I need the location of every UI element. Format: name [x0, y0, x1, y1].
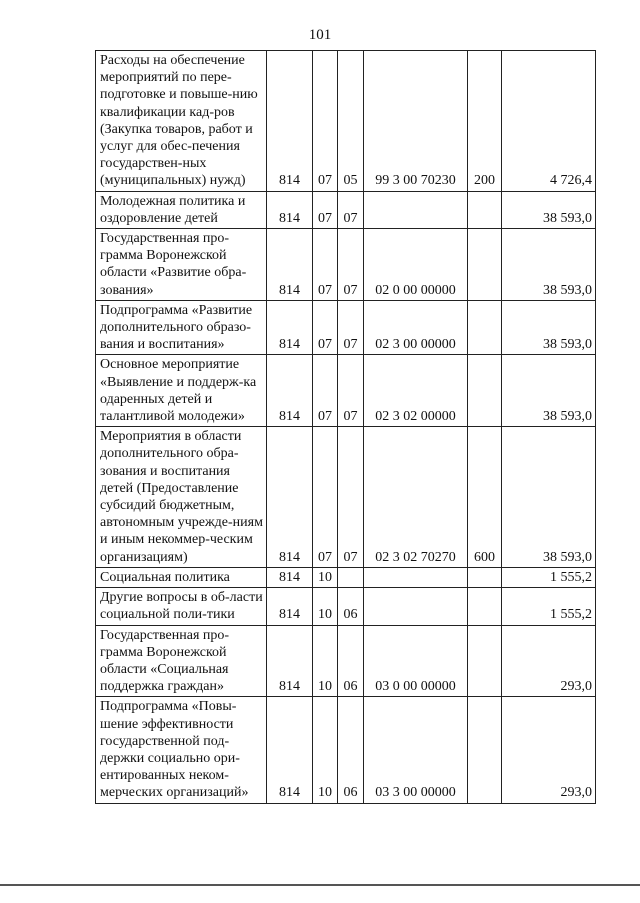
row-name: Государственная про-грамма Воронежской области «Развитие обра-зования» — [96, 229, 267, 301]
row-vr — [468, 567, 502, 587]
table-row — [96, 191, 596, 228]
row-sum: 38 593,0 — [502, 355, 596, 427]
table-row — [96, 51, 596, 192]
row-cs: 02 0 00 00000 — [364, 229, 468, 301]
row-sum: 38 593,0 — [502, 300, 596, 355]
row-cs: 02 3 00 00000 — [364, 300, 468, 355]
row-pr: 07 — [338, 355, 364, 427]
row-sum: 4 726,4 — [502, 51, 596, 192]
row-name: Подпрограмма «Повы-шение эффективности государственной под-держки социально ори-ентированных неком-мерческих организаций» — [96, 697, 267, 803]
table-row — [96, 588, 596, 625]
row-cs: 99 3 00 70230 — [364, 51, 468, 192]
row-rz: 07 — [313, 51, 338, 192]
row-rz: 07 — [313, 300, 338, 355]
row-rz: 10 — [313, 567, 338, 587]
table-row — [96, 229, 596, 301]
row-name: Подпрограмма «Развитие дополнительного образо-вания и воспитания» — [96, 300, 267, 355]
row-cs: 03 0 00 00000 — [364, 625, 468, 697]
row-name: Основное мероприятие «Выявление и поддерж-ка одаренных детей и талантливой молодежи» — [96, 355, 267, 427]
table-row — [96, 355, 596, 427]
row-gr: 814 — [267, 51, 313, 192]
row-gr: 814 — [267, 229, 313, 301]
row-vr — [468, 625, 502, 697]
table-row — [96, 697, 596, 803]
row-vr: 600 — [468, 427, 502, 568]
row-cs: 03 3 00 00000 — [364, 697, 468, 803]
row-pr: 06 — [338, 697, 364, 803]
row-cs — [364, 588, 468, 625]
row-rz: 07 — [313, 191, 338, 228]
row-pr: 06 — [338, 588, 364, 625]
row-name: Другие вопросы в об-ласти социальной поли-тики — [96, 588, 267, 625]
row-pr — [338, 567, 364, 587]
row-gr: 814 — [267, 191, 313, 228]
row-vr — [468, 191, 502, 228]
row-sum: 1 555,2 — [502, 567, 596, 587]
budget-table — [95, 50, 596, 804]
row-sum: 38 593,0 — [502, 427, 596, 568]
row-pr: 07 — [338, 300, 364, 355]
row-pr: 05 — [338, 51, 364, 192]
row-rz: 07 — [313, 355, 338, 427]
row-sum: 1 555,2 — [502, 588, 596, 625]
row-vr — [468, 588, 502, 625]
row-vr: 200 — [468, 51, 502, 192]
table-row — [96, 427, 596, 568]
row-pr: 07 — [338, 191, 364, 228]
row-sum: 293,0 — [502, 625, 596, 697]
row-pr: 07 — [338, 229, 364, 301]
row-pr: 07 — [338, 427, 364, 568]
row-gr: 814 — [267, 697, 313, 803]
row-cs: 02 3 02 70270 — [364, 427, 468, 568]
row-rz: 10 — [313, 697, 338, 803]
table-row — [96, 567, 596, 587]
row-name: Расходы на обеспечение мероприятий по пере-подготовке и повыше-нию квалификации кад-ров (Закупка товаров, работ и услуг для обес-печения государствен-ных (муниципальных) нужд) — [96, 51, 267, 192]
row-sum: 38 593,0 — [502, 191, 596, 228]
row-name: Молодежная политика и оздоровление детей — [96, 191, 267, 228]
row-rz: 10 — [313, 625, 338, 697]
table-row — [96, 300, 596, 355]
row-rz: 07 — [313, 427, 338, 568]
row-name: Социальная политика — [96, 567, 267, 587]
row-cs: 02 3 02 00000 — [364, 355, 468, 427]
row-gr: 814 — [267, 300, 313, 355]
page-bottom-rule — [0, 884, 640, 886]
row-vr — [468, 300, 502, 355]
row-vr — [468, 355, 502, 427]
row-cs — [364, 567, 468, 587]
row-name: Мероприятия в области дополнительного обра-зования и воспитания детей (Предоставление субсидий бюджетным, автономным учрежде-ниям и иным некоммер-ческим организациям) — [96, 427, 267, 568]
row-vr — [468, 697, 502, 803]
page-number: 101 — [308, 27, 332, 43]
row-gr: 814 — [267, 625, 313, 697]
row-rz: 10 — [313, 588, 338, 625]
row-gr: 814 — [267, 567, 313, 587]
row-cs — [364, 191, 468, 228]
row-gr: 814 — [267, 355, 313, 427]
row-gr: 814 — [267, 588, 313, 625]
row-sum: 293,0 — [502, 697, 596, 803]
row-pr: 06 — [338, 625, 364, 697]
table-row — [96, 625, 596, 697]
row-vr — [468, 229, 502, 301]
row-name: Государственная про-грамма Воронежской области «Социальная поддержка граждан» — [96, 625, 267, 697]
row-rz: 07 — [313, 229, 338, 301]
row-sum: 38 593,0 — [502, 229, 596, 301]
row-gr: 814 — [267, 427, 313, 568]
